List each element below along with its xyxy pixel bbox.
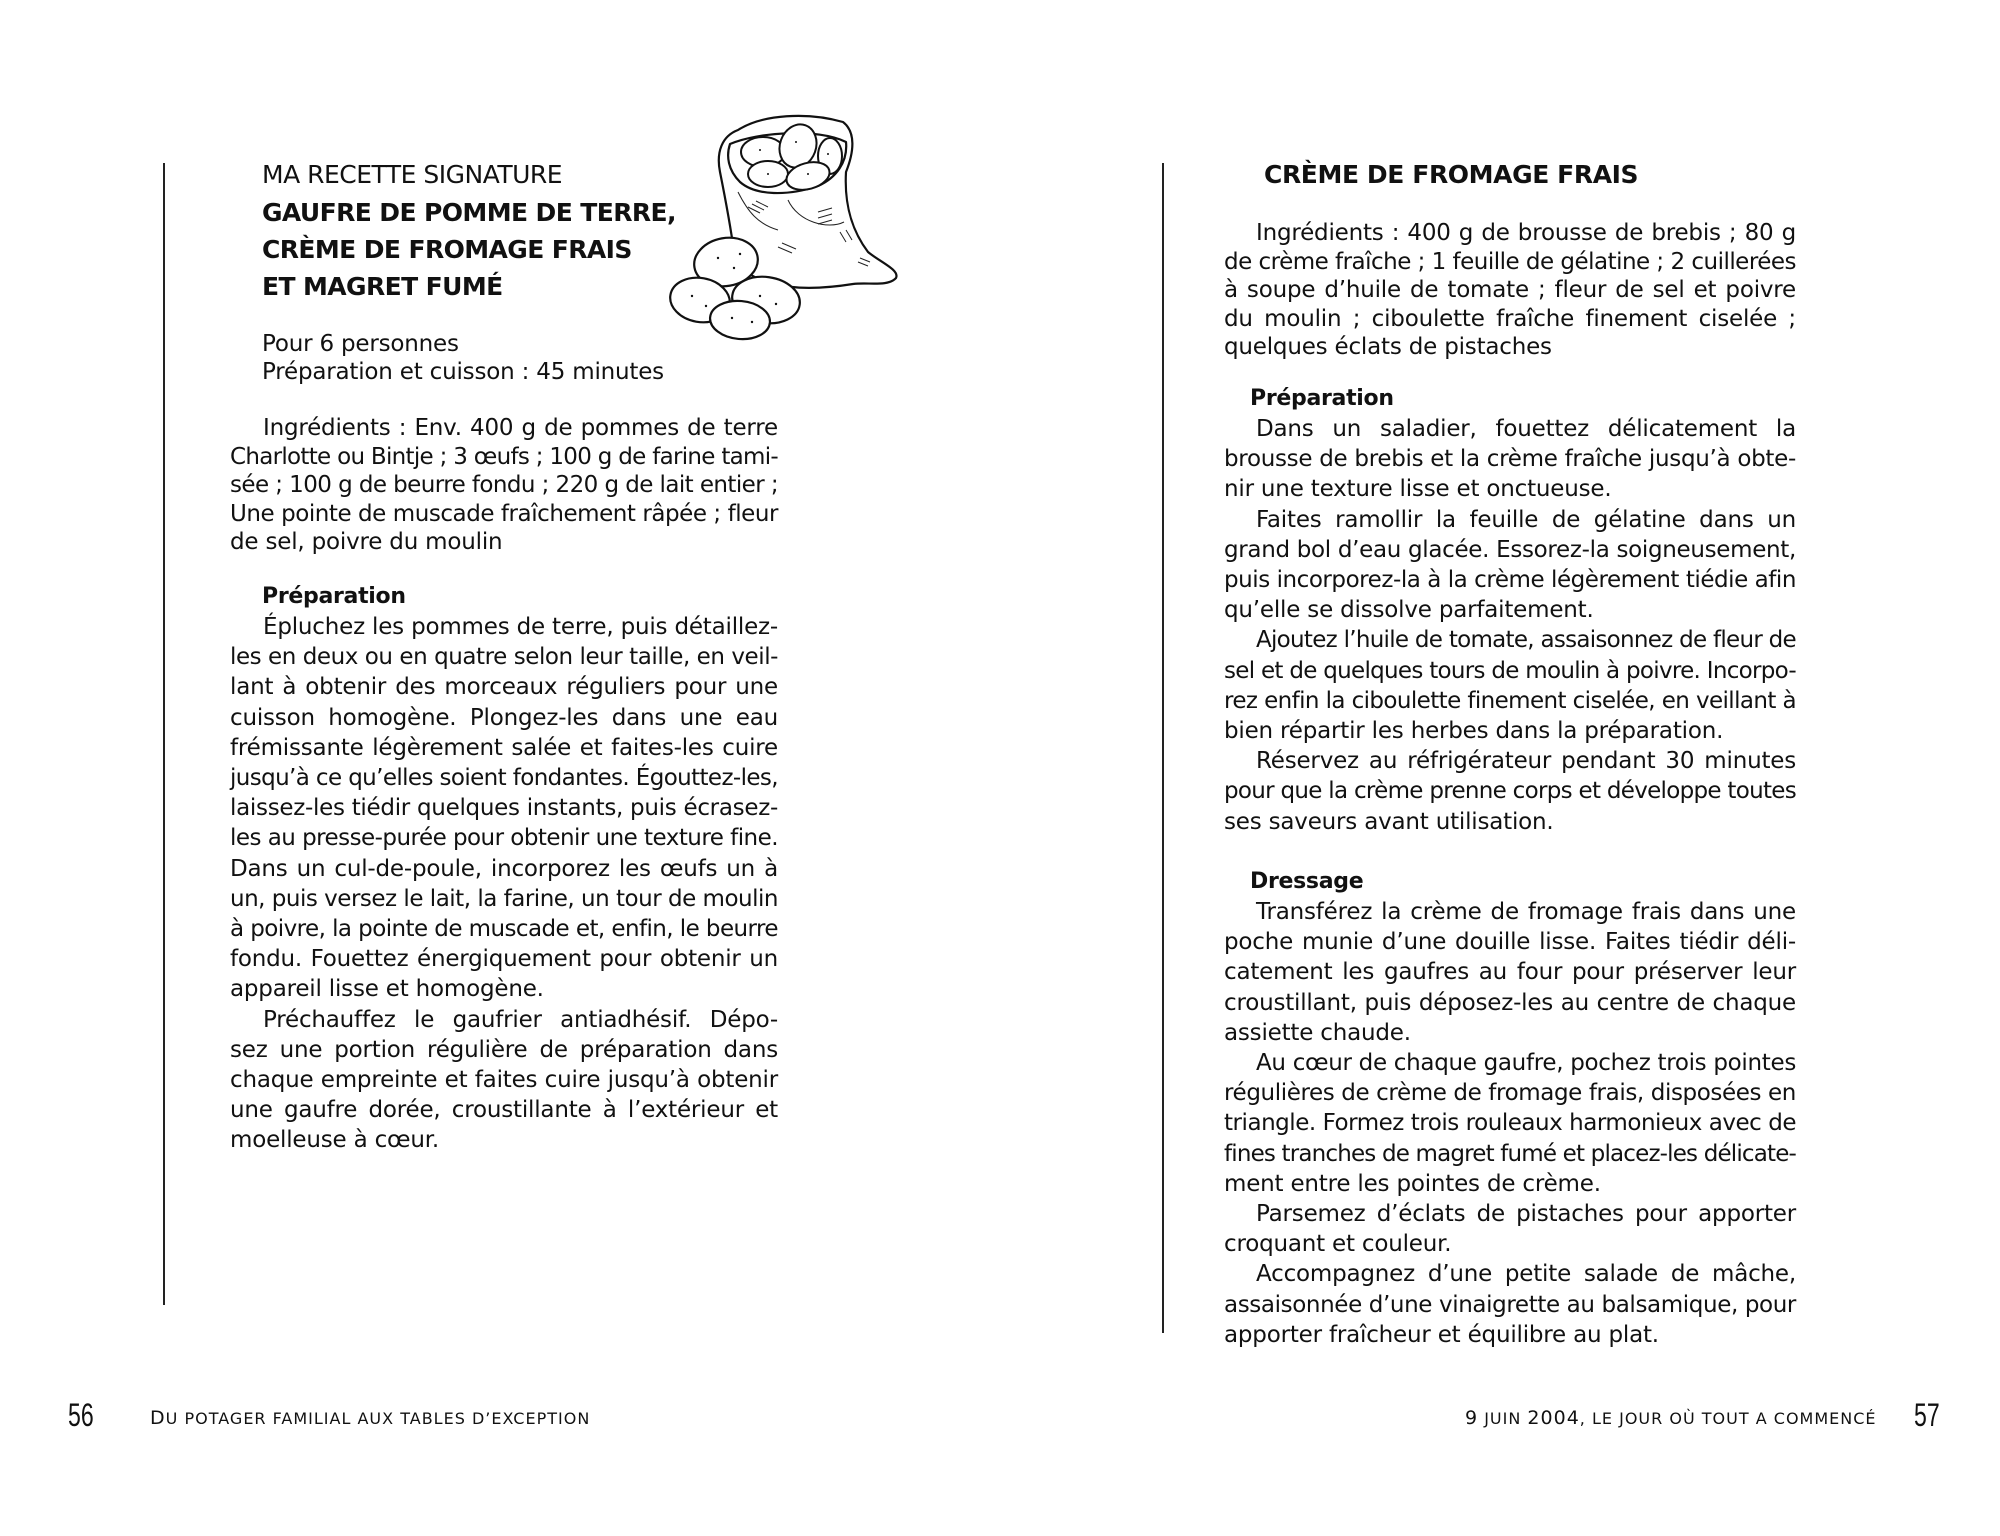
text-line: de crème fraîche ; 1 feuille de gélatine ; 2 cuillerées — [1224, 248, 1796, 275]
preparation-heading: Préparation — [1250, 386, 1394, 411]
text-line: nir une texture lisse et onctueuse. — [1224, 476, 1612, 503]
text-line: Charlotte ou Bintje ; 3 œufs ; 100 g de farine tami- — [230, 443, 778, 470]
text-line: rez enfin la ciboulette finement ciselée, en veillant à — [1224, 687, 1796, 714]
text-line: Au cœur de chaque gaufre, pochez trois pointes — [1256, 1050, 1796, 1076]
page-number-right: 57 — [1914, 1397, 1940, 1433]
text-line: sel et de quelques tours de moulin à poivre. Incorpo- — [1224, 657, 1796, 684]
right-margin-rule — [1162, 163, 1164, 1333]
text-line: fondu. Fouettez énergiquement pour obtenir un — [230, 946, 778, 973]
text-line: jusqu’à ce qu’elles soient fondantes. Égouttez-les, — [230, 765, 778, 791]
text-line: croustillant, puis déposez-les au centre de chaque — [1224, 989, 1796, 1016]
text-line: Faites ramollir la feuille de gélatine dans un — [1256, 506, 1796, 533]
running-title-right — [1465, 1407, 1877, 1429]
sub-recipe-title: CRÈME DE FROMAGE FRAIS — [1264, 160, 1639, 189]
text-line: assiette chaude. — [1224, 1019, 1411, 1046]
text-line: assaisonnée d’une vinaigrette au balsamique, pour — [1224, 1291, 1796, 1318]
text-line: à poivre, la pointe de muscade et, enfin, le beurre — [230, 916, 778, 942]
text-line: chaque empreinte et faites cuire jusqu’à obtenir — [230, 1067, 778, 1093]
text-line: Dans un cul-de-poule, incorporez les œufs un à — [230, 855, 778, 882]
recipe-title-line: CRÈME DE FROMAGE FRAIS — [262, 235, 632, 264]
recipe-title-line: ET MAGRET FUMÉ — [262, 272, 503, 301]
text-line: Ingrédients : 400 g de brousse de brebis ; 80 g — [1256, 220, 1796, 246]
text-line: apporter fraîcheur et équilibre au plat. — [1224, 1321, 1659, 1348]
running-title-left-text: DU POTAGER FAMILIAL AUX TABLES D’EXCEPTION — [150, 1407, 591, 1429]
text-line: Préchauffez le gaufrier antiadhésif. Dépo- — [263, 1006, 778, 1033]
text-line: puis incorporez-la à la crème légèrement tiédie afin — [1224, 567, 1796, 593]
text-line: les au presse-purée pour obtenir une texture fine. — [230, 825, 778, 852]
text-line: les en deux ou en quatre selon leur taille, en veil- — [230, 644, 778, 671]
text-line: cuisson homogène. Plongez-les dans une eau — [230, 704, 778, 731]
text-line: de sel, poivre du moulin — [230, 529, 503, 555]
text-line: brousse de brebis et la crème fraîche jusqu’à obte- — [1224, 446, 1796, 473]
text-line: Une pointe de muscade fraîchement râpée ; fleur — [230, 500, 778, 527]
text-line: fines tranches de magret fumé et placez-les délicate- — [1224, 1140, 1796, 1167]
text-line: lant à obtenir des morceaux réguliers pour une — [230, 674, 778, 701]
potato-sack-illustration — [668, 112, 908, 342]
text-line: Dans un saladier, fouettez délicatement la — [1256, 416, 1796, 442]
preparation-heading: Préparation — [262, 584, 406, 609]
text-line: moelleuse à cœur. — [230, 1127, 439, 1154]
text-line: croquant et couleur. — [1224, 1231, 1452, 1258]
servings: Pour 6 personnes — [262, 331, 459, 357]
text-line: Parsemez d’éclats de pistaches pour apporter — [1256, 1201, 1796, 1227]
text-line: ses saveurs avant utilisation. — [1224, 808, 1554, 835]
text-line: quelques éclats de pistaches — [1224, 334, 1552, 360]
text-line: pour que la crème prenne corps et développe toutes — [1224, 778, 1796, 805]
text-line: laissez-les tiédir quelques instants, puis écrasez- — [230, 795, 778, 822]
running-title-left — [150, 1407, 590, 1429]
running-title-right-text: 9 JUIN 2004, LE JOUR OÙ TOUT A COMMENCÉ — [1465, 1407, 1877, 1429]
text-line: Accompagnez d’une petite salade de mâche, — [1256, 1261, 1796, 1288]
text-line: grand bol d’eau glacée. Essorez-la soigneusement, — [1224, 536, 1796, 563]
text-line: frémissante légèrement salée et faites-les cuire — [230, 734, 778, 761]
left-margin-rule — [163, 163, 165, 1305]
recipe-title-line: GAUFRE DE POMME DE TERRE, — [262, 198, 676, 227]
text-line: Épluchez les pommes de terre, puis détaillez- — [263, 614, 778, 640]
text-line: régulières de crème de fromage frais, disposées en — [1224, 1080, 1796, 1107]
text-line: sez une portion régulière de préparation dans — [230, 1036, 778, 1063]
text-line: appareil lisse et homogène. — [230, 976, 544, 1003]
text-line: triangle. Formez trois rouleaux harmonieux avec de — [1224, 1110, 1796, 1137]
text-line: poche munie d’une douille lisse. Faites tiédir déli- — [1224, 929, 1796, 956]
text-line: Ajoutez l’huile de tomate, assaisonnez de fleur de — [1256, 627, 1796, 654]
page-number-left: 56 — [68, 1397, 94, 1433]
text-line: Transférez la crème de fromage frais dans une — [1256, 899, 1796, 925]
text-line: un, puis versez le lait, la farine, un tour de moulin — [230, 885, 778, 912]
text-line: à soupe d’huile de tomate ; fleur de sel et poivre — [1224, 277, 1796, 303]
text-line: sée ; 100 g de beurre fondu ; 220 g de lait entier ; — [230, 472, 778, 498]
dressage-heading: Dressage — [1250, 869, 1364, 894]
text-line: une gaufre dorée, croustillante à l’extérieur et — [230, 1097, 778, 1124]
text-line: bien répartir les herbes dans la préparation. — [1224, 718, 1724, 744]
text-line: catement les gaufres au four pour préserver leur — [1224, 959, 1796, 986]
recipe-kicker: MA RECETTE SIGNATURE — [262, 160, 563, 189]
prep-time: Préparation et cuisson : 45 minutes — [262, 359, 664, 385]
text-line: Réservez au réfrigérateur pendant 30 minutes — [1256, 748, 1796, 775]
text-line: du moulin ; ciboulette fraîche finement ciselée ; — [1224, 305, 1796, 332]
text-line: ment entre les pointes de crème. — [1224, 1170, 1601, 1197]
text-line: qu’elle se dissolve parfaitement. — [1224, 597, 1594, 624]
text-line: Ingrédients : Env. 400 g de pommes de terre — [263, 415, 778, 441]
